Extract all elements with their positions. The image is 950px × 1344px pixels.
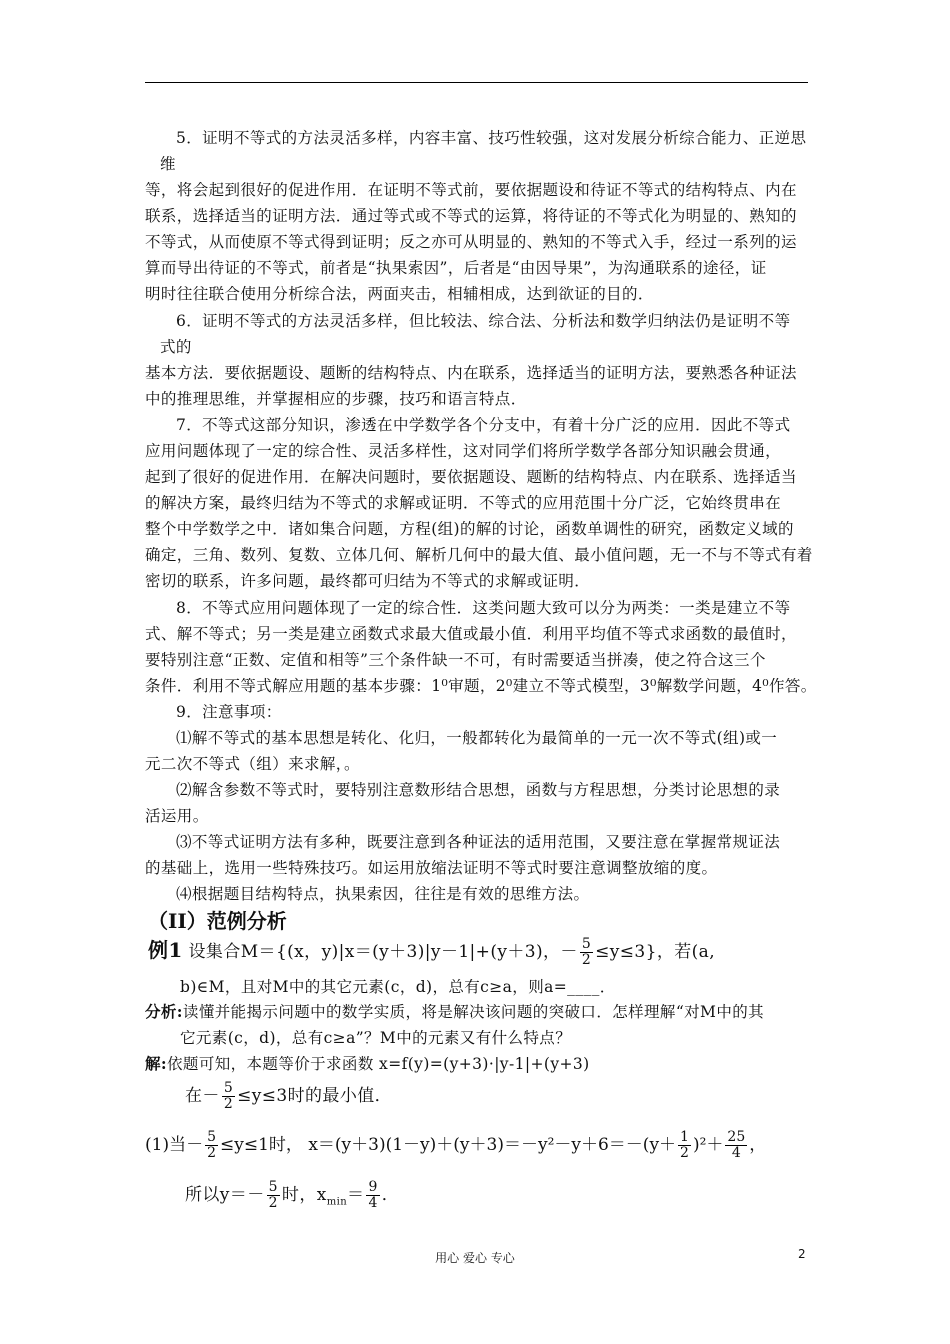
solution-label: 解: — [145, 1054, 168, 1073]
case1-quarter-den: 4 — [731, 1145, 741, 1161]
p9-line-2: ⑴解不等式的基本思想是转化、化归，一般都转化为最简单的一元一次不等式(组)或一 — [176, 729, 778, 747]
case1-half-frac — [678, 1130, 691, 1162]
p9-line-1: 9．注意事项： — [176, 703, 282, 721]
p6-line-3: 基本方法．要依据题设、题断的结构特点、内在联系，选择适当的证明方法，要熟悉各种证法 — [145, 364, 797, 382]
p8-line-1: 8．不等式应用问题体现了一定的综合性．这类问题大致可以分为两类：一类是建立不等 — [176, 599, 791, 617]
case1-half-num: 1 — [680, 1128, 689, 1145]
example-set-def: 设集合M＝{(x，y)|x＝(y＋3)|y－1|+(y＋3)，－ — [188, 942, 578, 962]
p7-line-6: 确定，三角、数列、复数、立体几何、解析几何中的最大值、最小值问题，无一不与不等式有着 — [145, 546, 813, 564]
example-label: 例1 — [148, 938, 183, 962]
example-line-1 — [148, 926, 813, 976]
p6-line-4: 中的推理思维，并掌握相应的步骤，技巧和语言特点． — [145, 390, 527, 408]
p7-line-2: 应用问题体现了一定的综合性、灵活多样性，这对同学们将所学数学各部分知识融会贯通， — [145, 442, 782, 460]
case1-frac-num: 5 — [207, 1128, 217, 1145]
p6-line-1: 6．证明不等式的方法灵活多样，但比较法、综合法、分析法和数学归纳法仍是证明不等 — [176, 312, 791, 330]
example-frac-num: 5 — [581, 935, 592, 952]
case2-eq: ＝ — [347, 1185, 365, 1205]
solution-case-2 — [185, 1170, 850, 1227]
p7-line-5: 整个中学数学之中．诸如集合问题，方程(组)的解的讨论，函数单调性的研究，函数定义域的 — [145, 520, 794, 538]
solution-range-frac-den: 2 — [223, 1096, 234, 1112]
p5-line-2: 维 — [160, 155, 176, 173]
example-line-2: b)∈M，且对M中的其它元素(c，d)，总有c≥a，则a=____． — [180, 978, 616, 996]
footer-slogan: 用心 爱心 专心 — [435, 1251, 515, 1265]
p7-line-7: 密切的联系，许多问题，最终都可归结为不等式的求解或证明． — [145, 572, 591, 590]
p9-line-8: ⑷根据题目结构特点，执果索因，往往是有效的思维方法。 — [176, 885, 590, 903]
p8-line-4: 条件．利用不等式解应用题的基本步骤：1⁰审题，2⁰建立不等式模型，3⁰解数学问题，4⁰作答。 — [145, 677, 817, 695]
case2-frac-den: 2 — [268, 1195, 278, 1211]
case2-result-den: 4 — [368, 1195, 378, 1211]
case2-mid: 时，x — [281, 1185, 327, 1205]
case1-tail: )²＋ — [692, 1135, 724, 1155]
solution-range-prefix: 在－ — [185, 1086, 220, 1106]
case1-half-den: 2 — [680, 1145, 689, 1161]
p9-line-3: 元二次不等式（组）来求解，。 — [145, 755, 360, 773]
p5-line-7: 明时往往联合使用分析综合法，两面夹击，相辅相成，达到欲证的目的． — [145, 285, 654, 303]
header-rule — [145, 82, 808, 83]
case1-frac-den: 2 — [207, 1145, 217, 1161]
case2-result-frac — [366, 1180, 379, 1212]
p8-line-2: 式、解不等式；另一类是建立函数式求最大值或最小值．利用平均值不等式求函数的最值时， — [145, 625, 797, 643]
solution-text-1: 依题可知，本题等价于求函数 x=f(y)=(y+3)·|y-1|+(y+3) — [167, 1055, 590, 1073]
case2-result-num: 9 — [368, 1178, 378, 1195]
section-heading: （II）范例分析 — [148, 909, 287, 933]
p5-line-6: 算而导出待证的不等式，前者是“执果索因”，后者是“由因导果”，为沟通联系的途径，证 — [145, 259, 767, 277]
p5-line-4: 联系，选择适当的证明方法．通过等式或不等式的运算，将待证的不等式化为明显的、熟知的 — [145, 207, 797, 225]
analysis-line-1 — [145, 999, 810, 1025]
solution-case-1 — [145, 1120, 810, 1170]
p5-line-5: 不等式，从而使原不等式得到证明；反之亦可从明显的、熟知的不等式入手，经过一系列的运 — [145, 233, 797, 251]
case1-frac — [205, 1130, 218, 1162]
p7-line-3: 起到了很好的促进作用．在解决问题时，要依据题设、题断的结构特点、内在联系、选择适当 — [145, 468, 797, 486]
analysis-line-2: 它元素(c，d)，总有c≥a”？M中的元素又有什么特点？ — [180, 1029, 572, 1047]
page-number: 2 — [798, 1247, 806, 1261]
p9-line-5: 活运用。 — [145, 807, 209, 825]
example-set-def-end: ≤y≤3}，若(a, — [595, 942, 716, 962]
p7-line-4: 的解决方案，最终归结为不等式的求解或证明．不等式的应用范围十分广泛，它始终贯串在 — [145, 494, 782, 512]
example-frac-den: 2 — [581, 952, 592, 968]
solution-line-2 — [185, 1073, 850, 1119]
case1-quarter-num: 25 — [727, 1128, 746, 1145]
case2-end: ． — [381, 1185, 400, 1205]
example-frac — [580, 937, 593, 969]
solution-range-frac — [222, 1081, 235, 1113]
p7-line-1: 7．不等式这部分知识，渗透在中学数学各个分支中，有着十分广泛的应用．因此不等式 — [176, 416, 791, 434]
analysis-label: 分析: — [145, 1002, 183, 1021]
case2-frac-num: 5 — [268, 1178, 278, 1195]
p8-line-3: 要特别注意“正数、定值和相等”三个条件缺一不可，有时需要适当拼凑，使之符合这三个 — [145, 651, 766, 669]
case1-prefix: (1)当－ — [145, 1135, 204, 1155]
case2-prefix: 所以y＝－ — [185, 1185, 265, 1205]
p9-line-7: 的基础上，选用一些特殊技巧。如运用放缩法证明不等式时要注意调整放缩的度。 — [145, 859, 718, 877]
p6-line-2: 式的 — [160, 338, 192, 356]
case1-expression: ≤y≤1时， x＝(y＋3)(1－y)＋(y＋3)＝－y²－y＋6＝－(y＋ — [220, 1135, 677, 1155]
p5-line-1: 5．证明不等式的方法灵活多样，内容丰富、技巧性较强，这对发展分析综合能力、正逆思 — [176, 129, 807, 147]
analysis-text-1: 读懂并能揭示问题中的数学实质，将是解决该问题的突破口．怎样理解“对M中的其 — [182, 1003, 765, 1021]
p9-line-4: ⑵解含参数不等式时，要特别注意数形结合思想，函数与方程思想，分类讨论思想的录 — [176, 781, 781, 799]
case1-end: ， — [749, 1135, 767, 1155]
solution-range-suffix: ≤y≤3时的最小值． — [237, 1086, 393, 1106]
case2-sub: min — [326, 1196, 348, 1208]
solution-range-frac-num: 5 — [223, 1079, 234, 1096]
p9-line-6: ⑶不等式证明方法有多种，既要注意到各种证法的适用范围，又要注意在掌握常规证法 — [176, 833, 781, 851]
case1-quarter-frac — [725, 1130, 747, 1162]
p5-line-3: 等，将会起到很好的促进作用．在证明不等式前，要依据题设和待证不等式的结构特点、内在 — [145, 181, 797, 199]
case2-frac — [267, 1180, 280, 1212]
